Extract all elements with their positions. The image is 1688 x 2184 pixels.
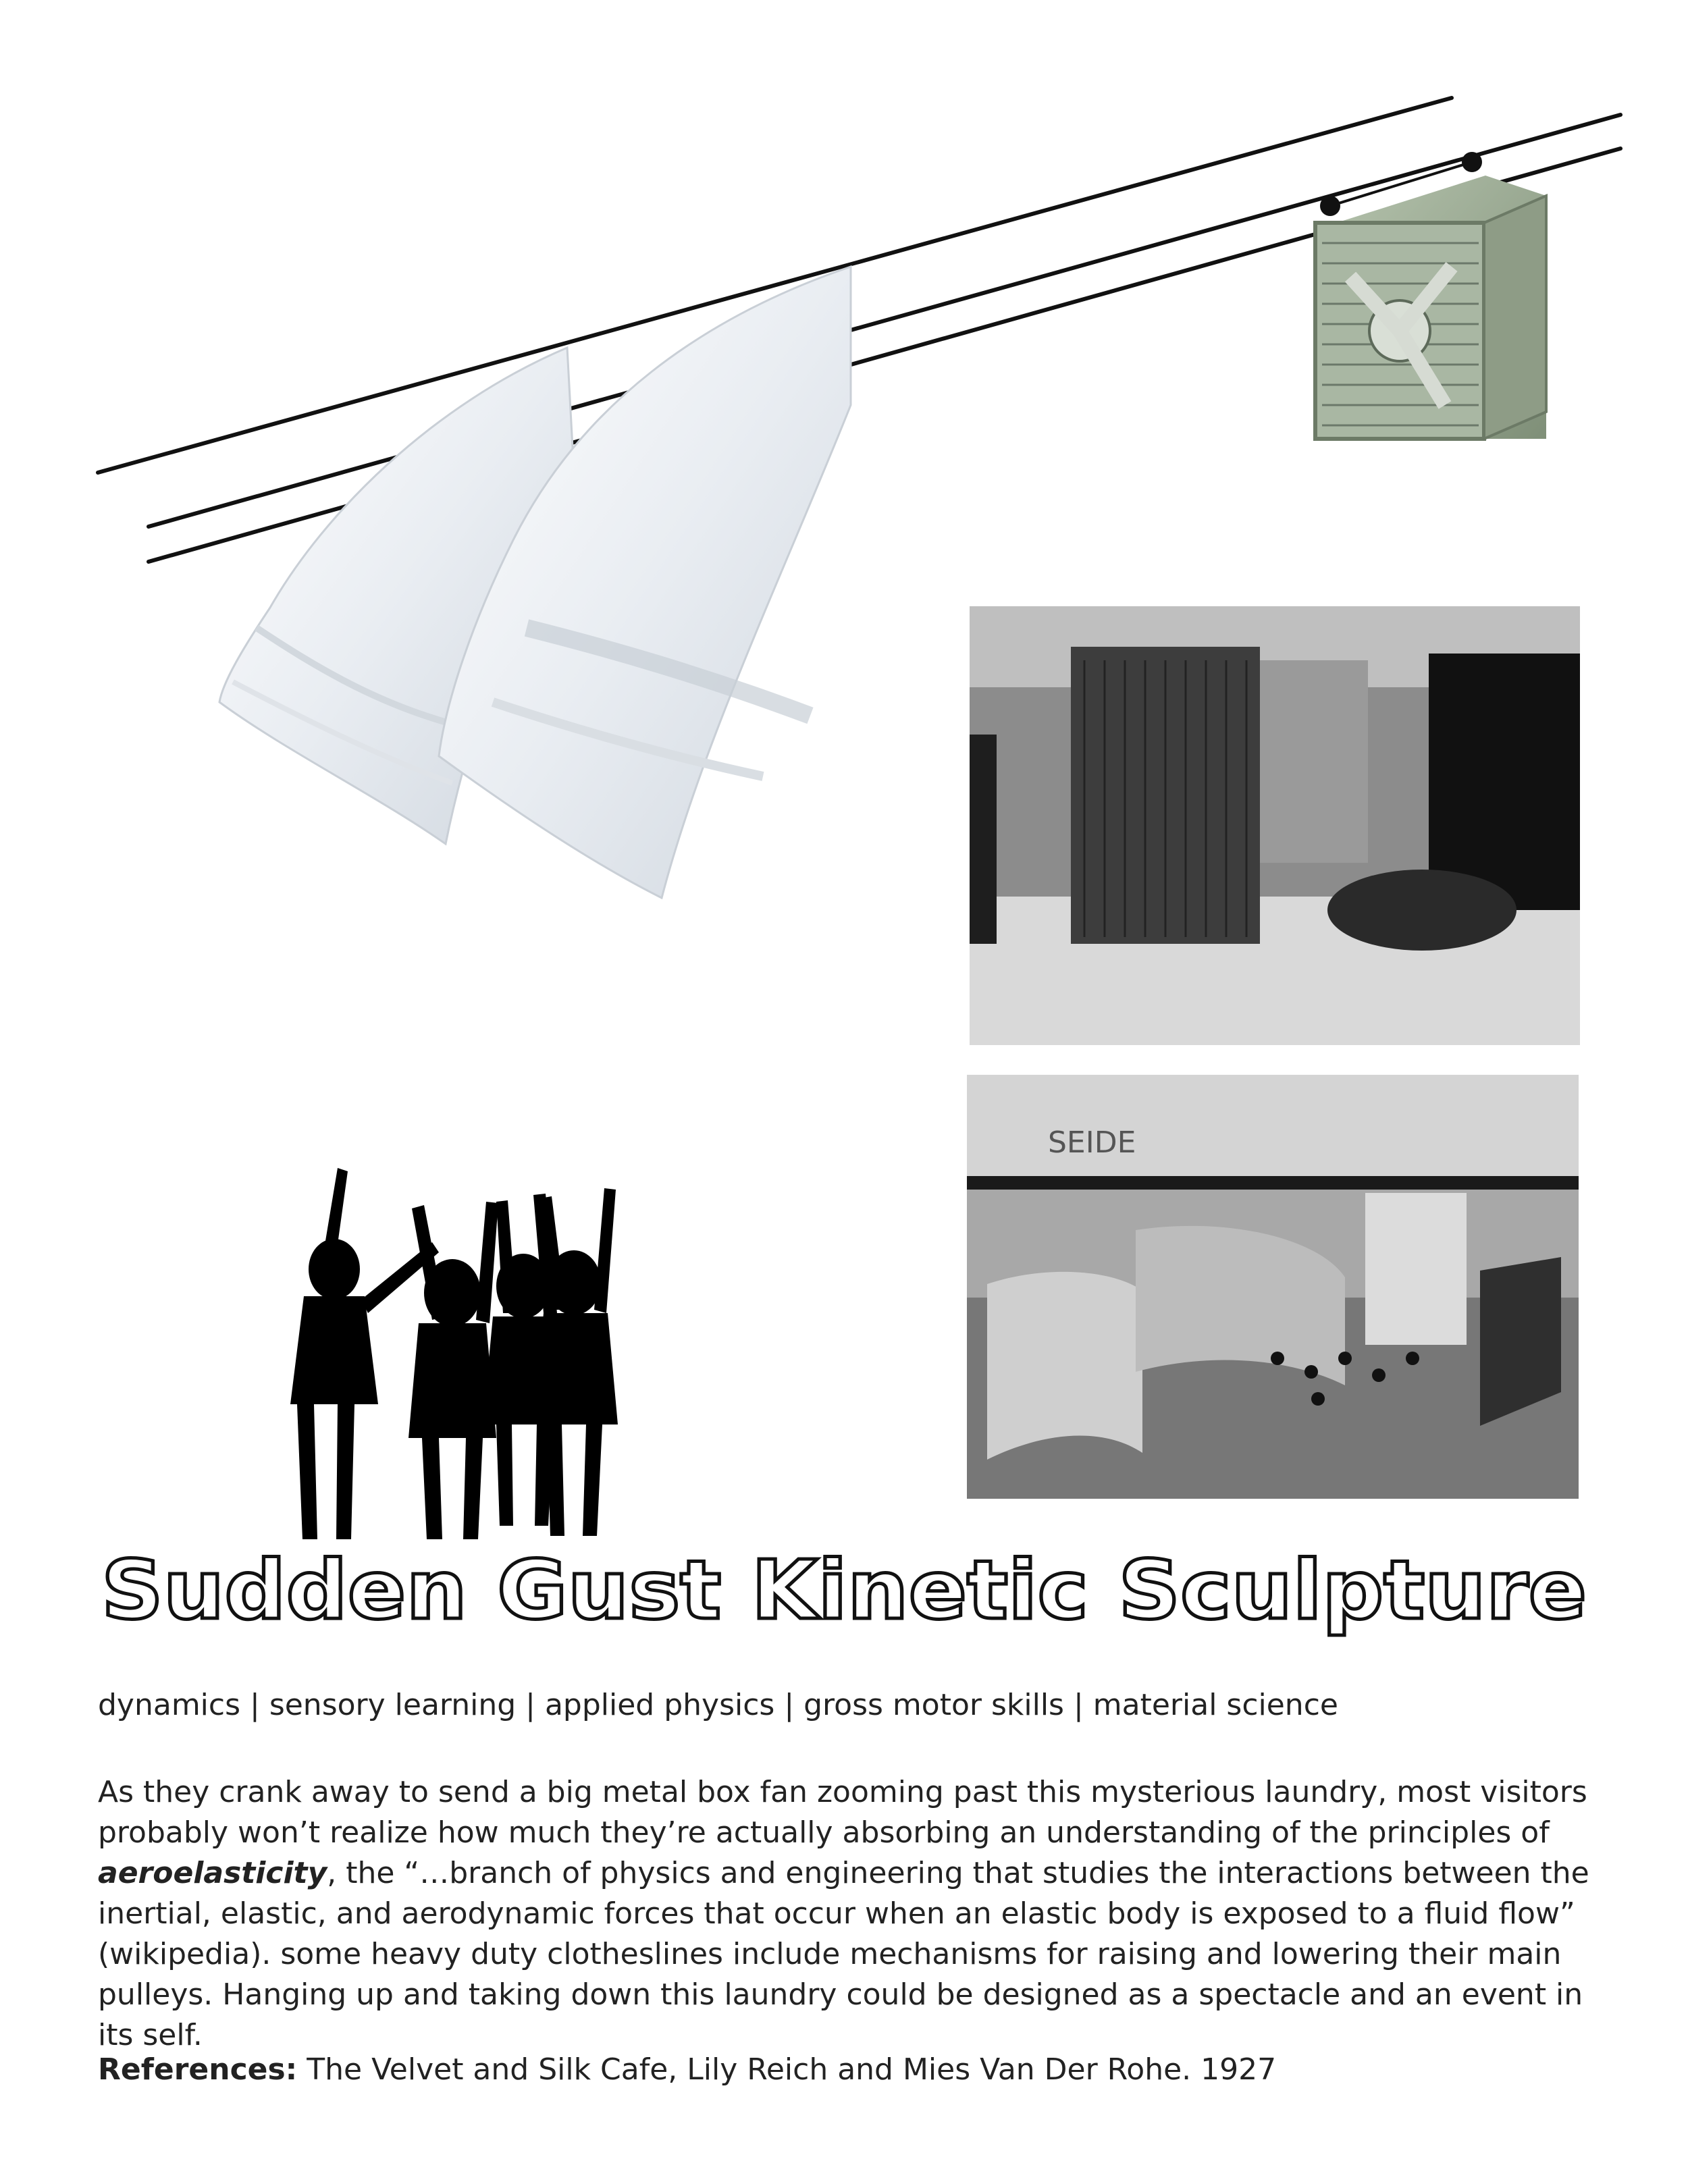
references-label: References: xyxy=(98,2052,298,2087)
photo-velvet-silk-cafe-interior xyxy=(970,606,1580,1045)
references-line xyxy=(98,2052,1276,2087)
box-fan-icon xyxy=(1315,152,1546,439)
children-silhouette-icon xyxy=(290,1168,618,1539)
page-title-text: Sudden Gust Kinetic Sculpture xyxy=(101,1544,1587,1637)
photo-sign-text: SEIDE xyxy=(1048,1125,1136,1160)
pulley-icon xyxy=(1320,196,1340,216)
photo-silk-curtain-installation xyxy=(967,1075,1579,1499)
topic-tags: dynamics | sensory learning | applied physics | gross motor skills | material science xyxy=(98,1688,1338,1722)
body-part-2: , the “…branch of physics and engineering that studies the interactions between the inertial, elastic, and aerodynamic forces that occur when an elastic body is exposed to a fluid flow” (wikipedia). some heavy duty clotheslines include mechanisms for raising and lowering their main pulleys. Hanging up and taking down this laundry could be designed as a spectacle and an event in its self. xyxy=(98,1856,1589,2052)
page-title xyxy=(95,1543,1593,1637)
description-paragraph xyxy=(98,1772,1604,2056)
body-part-1: As they crank away to send a big metal box fan zooming past this mysterious laundry, most visitors probably won’t realize how much they’re actually absorbing an understanding of the principles of xyxy=(98,1775,1587,1850)
aeroelasticity-term: aeroelasticity xyxy=(98,1856,327,1890)
references-text: The Velvet and Silk Cafe, Lily Reich and Mies Van Der Rohe. 1927 xyxy=(307,2052,1277,2087)
